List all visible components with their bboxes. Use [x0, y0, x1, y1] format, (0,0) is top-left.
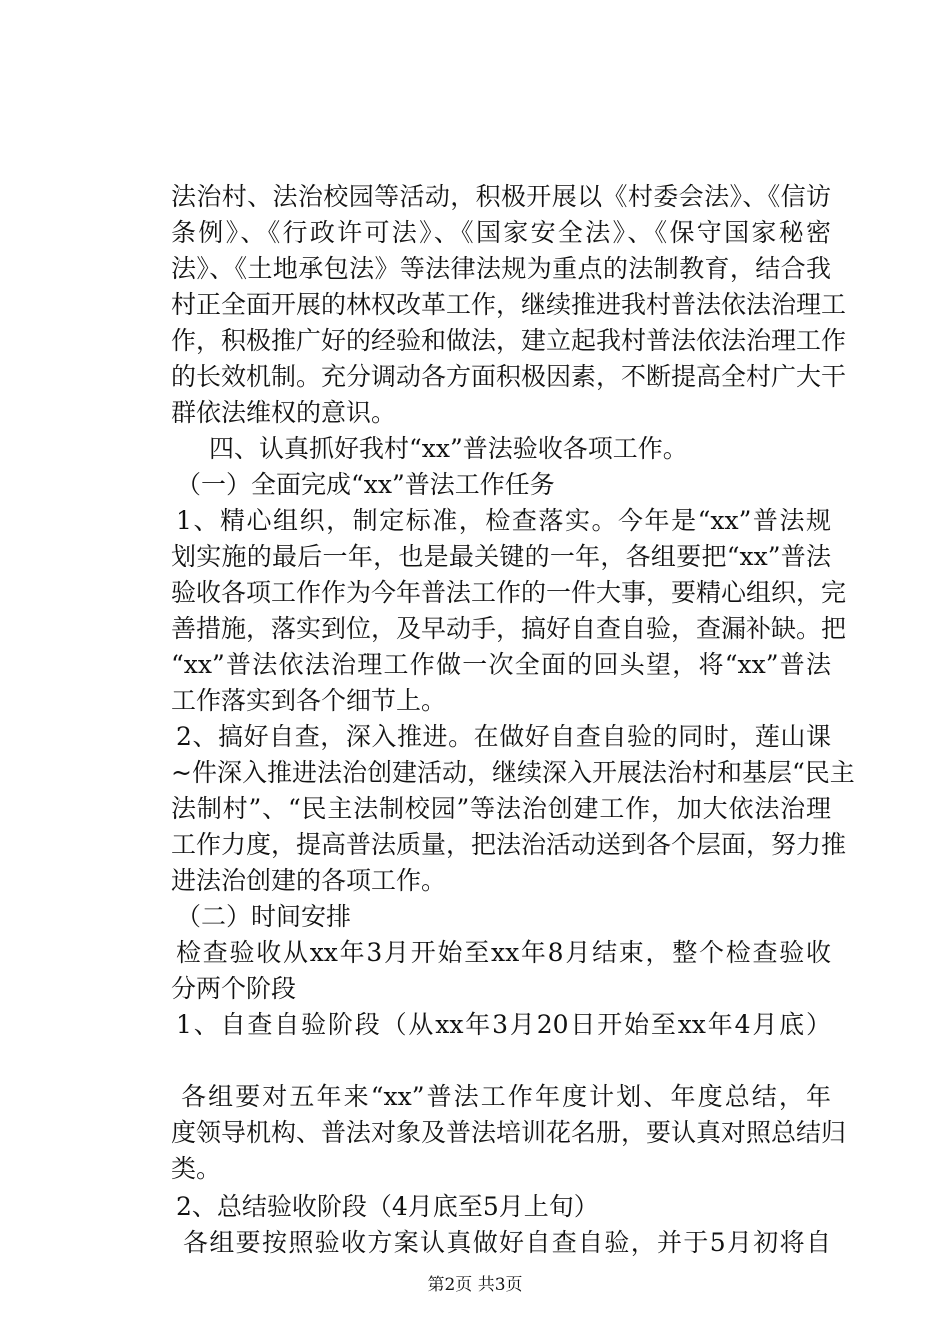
text-line — [0, 179, 950, 215]
line-text: ~件深入推进法治创建活动，继续深入开展法治村和基层“民主 — [171, 758, 855, 787]
text-line — [0, 431, 950, 467]
text-line — [0, 1151, 950, 1187]
text-line — [0, 287, 950, 323]
text-line — [0, 827, 950, 863]
text-line — [0, 1189, 950, 1225]
page-number-footer: 第2页 共3页 — [427, 1275, 523, 1295]
line-text: 度领导机构、普法对象及普法培训花名册，要认真对照总结归 — [171, 1118, 847, 1147]
text-line — [0, 359, 950, 395]
text-line — [0, 251, 950, 287]
line-text: 村正全面开展的林权改革工作，继续推进我村普法依法治理工 — [171, 290, 847, 319]
line-text: 各组要对五年来“xx”普法工作年度计划、年度总结，年 — [181, 1082, 831, 1111]
line-text: 法》、《土地承包法》等法律法规为重点的法制教育，结合我 — [171, 254, 831, 283]
line-text: 各组要按照验收方案认真做好自查自验，并于5月初将自 — [183, 1228, 831, 1257]
text-line — [0, 899, 950, 935]
line-text: 2、搞好自查，深入推进。在做好自查自验的同时，莲山课 — [176, 722, 831, 751]
line-text: 善措施，落实到位，及早动手，搞好自查自验，查漏补缺。把 — [171, 614, 847, 643]
line-text: 法制村”、“民主法制校园”等法治创建工作，加大依法治理 — [171, 794, 831, 823]
text-line — [0, 539, 950, 575]
line-text: 划实施的最后一年，也是最关键的一年，各组要把“xx”普法 — [171, 542, 831, 571]
line-text: 1、自查自验阶段（从xx年3月20日开始至xx年4月底） — [176, 1010, 831, 1039]
line-text: 条例》、《行政许可法》、《国家安全法》、《保守国家秘密 — [171, 218, 831, 247]
line-text: 验收各项工作作为今年普法工作的一件大事，要精心组织，完 — [171, 578, 847, 607]
text-line — [0, 863, 950, 899]
line-text: 进法治创建的各项工作。 — [171, 866, 447, 895]
subsection-heading: （二）时间安排 — [176, 902, 352, 931]
text-line — [0, 755, 950, 791]
text-line — [0, 647, 950, 683]
text-line — [0, 611, 950, 647]
text-line — [0, 1007, 950, 1043]
text-line — [0, 575, 950, 611]
line-text: 2、总结验收阶段（4月底至5月上旬） — [176, 1192, 599, 1221]
line-text: 群依法维权的意识。 — [171, 398, 397, 427]
section-heading: 四、认真抓好我村“xx”普法验收各项工作。 — [209, 434, 688, 463]
line-text: 1、精心组织，制定标准，检查落实。今年是“xx”普法规 — [176, 506, 831, 535]
text-line — [0, 467, 950, 503]
subsection-heading: （一）全面完成“xx”普法工作任务 — [176, 470, 555, 499]
line-text: 检查验收从xx年3月开始至xx年8月结束，整个检查验收 — [176, 938, 831, 967]
text-line — [0, 215, 950, 251]
line-text: 类。 — [171, 1154, 222, 1183]
text-line — [0, 1079, 950, 1115]
line-text: 工作落实到各个细节上。 — [171, 686, 447, 715]
line-text: 法治村、法治校园等活动，积极开展以《村委会法》、《信访 — [171, 182, 831, 211]
text-line — [0, 323, 950, 359]
text-line — [0, 791, 950, 827]
text-line — [0, 1115, 950, 1151]
text-line — [0, 935, 950, 971]
line-text: “xx”普法依法治理工作做一次全面的回头望，将“xx”普法 — [171, 650, 831, 679]
line-text: 的长效机制。充分调动各方面积极因素，不断提高全村广大干 — [171, 362, 847, 391]
line-text: 作，积极推广好的经验和做法，建立起我村普法依法治理工作 — [171, 326, 847, 355]
text-line — [0, 1225, 950, 1261]
text-line — [0, 971, 950, 1007]
text-line — [0, 503, 950, 539]
line-text: 分两个阶段 — [171, 974, 297, 1003]
text-line — [0, 395, 950, 431]
line-text: 工作力度，提高普法质量，把法治活动送到各个层面，努力推 — [171, 830, 847, 859]
text-line — [0, 683, 950, 719]
text-line — [0, 719, 950, 755]
